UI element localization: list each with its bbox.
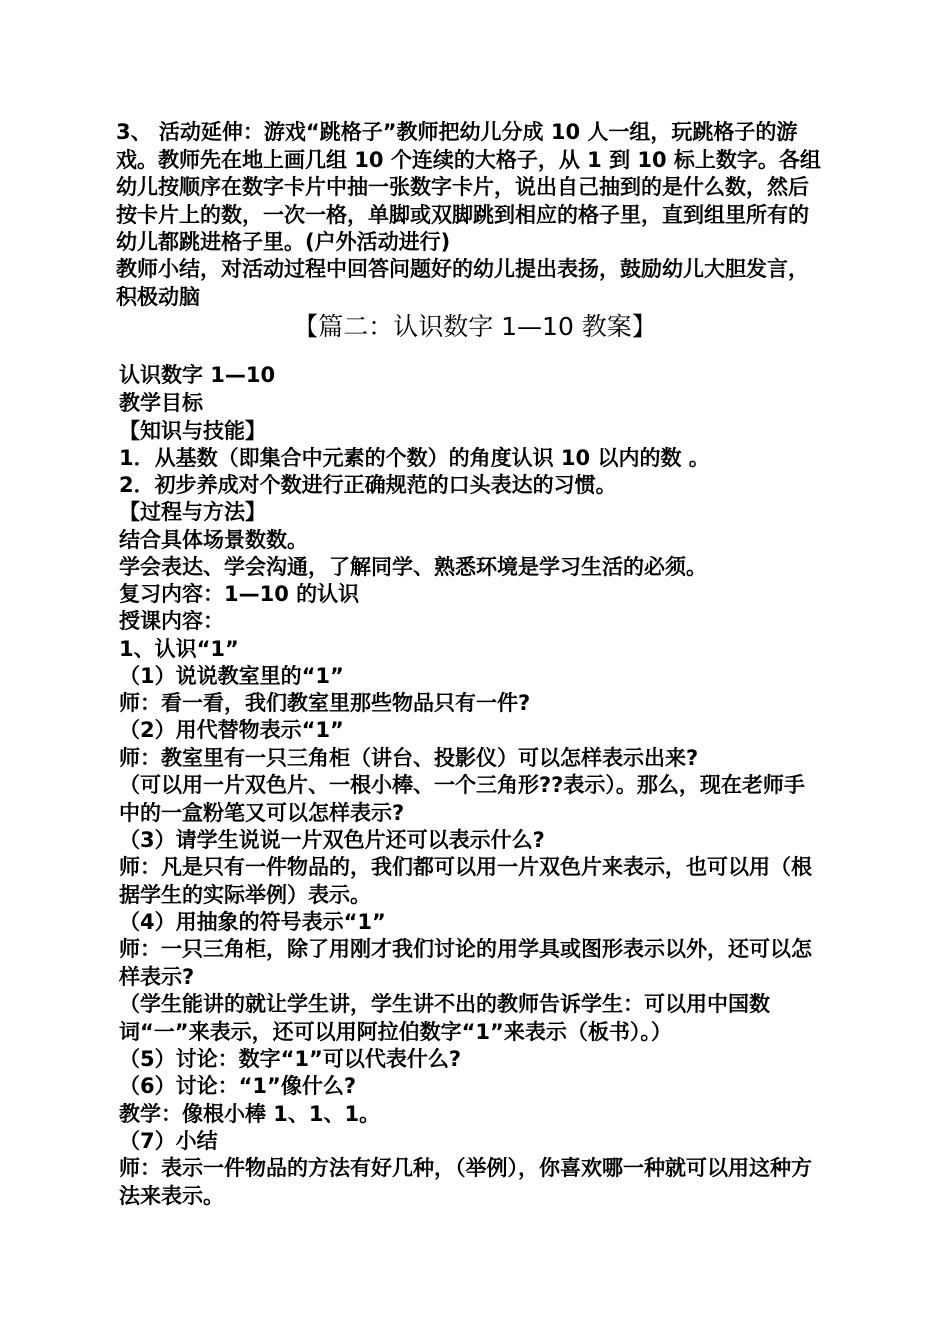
paragraph-student-discussion: （学生能讲的就让学生讲，学生讲不出的教师告诉学生：可以用中国数词“一”来表示，还可以用阿拉伯数字“1”来表示（板书）。）	[119, 992, 770, 1044]
goal-item-2: 2．初步养成对个数进行正确规范的口头表达的习惯。	[119, 473, 617, 497]
paragraph-teacher-summary: 教师小结，对活动过程中回答问题好的幼儿提出表扬，鼓励幼儿大胆发言，积极动脑	[116, 257, 809, 309]
teaching-line: 教学：像根小棒 1、1、1。	[119, 1102, 381, 1126]
section-title: 【篇二：认识数字 1—10 教案】	[293, 312, 657, 341]
paragraph-activity-extension: 3、 活动延伸：游戏“跳格子”教师把幼儿分成 10 人一组，玩跳格子的游戏。教师先在地上画几组 10 个连续的大格子，从 1 到 10 标上数字。各组幼儿按顺序在数字卡片中抽一张数字卡片，说出自己抽到的是什么数，然后按卡片上的数，一次一格，单脚或双脚跳到相应的格子里，直到组里所有的幼儿都跳进格子里。(户外活动进行)	[116, 120, 821, 254]
lesson-content-heading: 授课内容：	[119, 609, 224, 633]
teaching-goals-heading: 教学目标	[119, 391, 203, 415]
method-line-1: 结合具体场景数数。	[119, 528, 308, 552]
step-5-heading: （5）讨论：数字“1”可以代表什么?	[119, 1047, 462, 1071]
review-content: 复习内容：1—10 的认识	[119, 582, 360, 606]
lesson-title: 认识数字 1—10	[119, 363, 276, 387]
step-2-heading: （2）用代替物表示“1”	[119, 718, 344, 742]
step-4-heading: （4）用抽象的符号表示“1”	[119, 910, 386, 934]
paragraph-teacher-two-color: 师：凡是只有一件物品的，我们都可以用一片双色片来表示，也可以用（根据学生的实际举例）表示。	[119, 855, 812, 907]
teacher-line-a: 师：看一看，我们教室里那些物品只有一件?	[119, 691, 531, 715]
goal-item-1: 1．从基数（即集合中元素的个数）的角度认识 10 以内的数 。	[119, 446, 710, 470]
method-line-2: 学会表达、学会沟通，了解同学、熟悉环境是学习生活的必须。	[119, 555, 707, 579]
recognize-one-heading: 1、认识“1”	[119, 637, 239, 661]
knowledge-skills-heading: 【知识与技能】	[119, 419, 266, 443]
process-method-heading: 【过程与方法】	[119, 500, 266, 524]
step-3-heading: （3）请学生说说一片双色片还可以表示什么?	[119, 828, 545, 852]
paragraph-object-representation: （可以用一片双色片、一根小棒、一个三角形??表示）。那么，现在老师手中的一盒粉笔又可以怎样表示?	[119, 773, 805, 825]
step-1-heading: （1）说说教室里的“1”	[119, 664, 344, 688]
teacher-line-b: 师：教室里有一只三角柜（讲台、投影仪）可以怎样表示出来?	[119, 746, 699, 770]
paragraph-teacher-symbol: 师：一只三角柜，除了用刚才我们讨论的用学具或图形表示以外，还可以怎样表示?	[119, 937, 812, 989]
step-7-heading: （7）小结	[119, 1129, 218, 1153]
step-6-heading: （6）讨论：“1”像什么?	[119, 1074, 357, 1098]
paragraph-teacher-conclusion: 师：表示一件物品的方法有好几种，（举例），你喜欢哪一种就可以用这种方法来表示。	[119, 1156, 812, 1208]
